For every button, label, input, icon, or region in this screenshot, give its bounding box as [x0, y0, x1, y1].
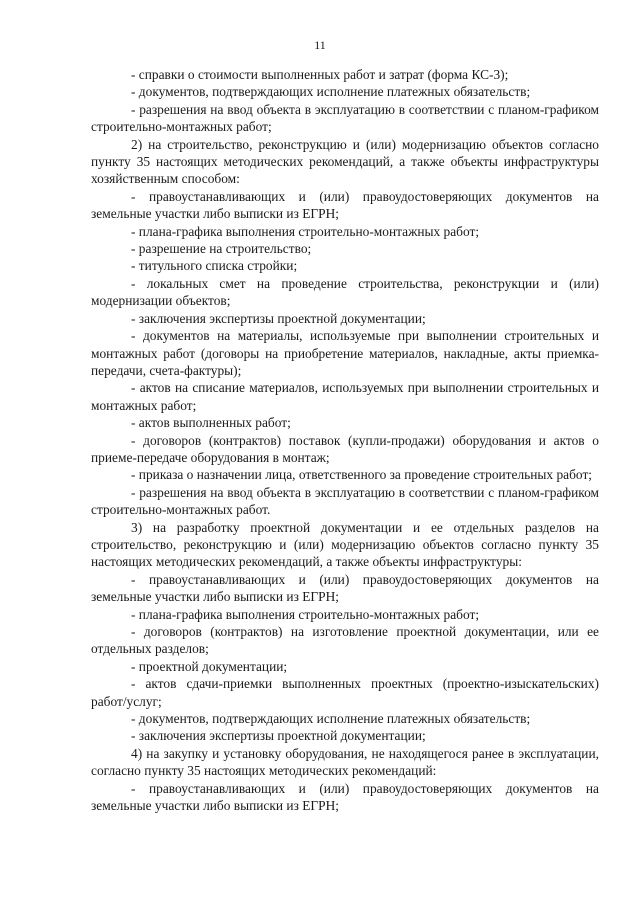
page-number: 11: [314, 38, 326, 52]
paragraph: - разрешения на ввод объекта в эксплуатацию в соответствии с планом-графиком строительно-монтажных работ.: [91, 484, 599, 518]
paragraph: - правоустанавливающих и (или) правоудостоверяющих документов на земельные участки либо выписки из ЕГРН;: [91, 188, 599, 222]
paragraph: 4) на закупку и установку оборудования, не находящегося ранее в эксплуатации, согласно пункту 35 настоящих методических рекомендаций:: [91, 745, 599, 779]
paragraph: - документов на материалы, используемые при выполнении строительных и монтажных работ (договоры на приобретение материалов, накладные, акты приемка-передачи, счета-фактуры);: [91, 328, 599, 378]
paragraph: - заключения экспертизы проектной документации;: [131, 310, 426, 326]
paragraph: - правоустанавливающих и (или) правоудостоверяющих документов на земельные участки либо выписки из ЕГРН;: [91, 571, 599, 605]
paragraph: - справки о стоимости выполненных работ и затрат (форма КС-3);: [131, 67, 509, 82]
paragraph: - разрешение на строительство;: [131, 241, 312, 257]
paragraph: 2) на строительство, реконструкцию и (или) модернизацию объектов согласно пункту 35 настоящих методических рекомендаций, а также объекты инфраструктуры хозяйственным способом:: [91, 136, 599, 187]
paragraph: - проектной документации;: [131, 658, 288, 674]
paragraph: - плана-графика выполнения строительно-монтажных работ;: [131, 223, 480, 239]
paragraph: - правоустанавливающих и (или) правоудостоверяющих документов на земельные участки либо выписки из ЕГРН;: [91, 780, 599, 814]
paragraph: - титульного списка стройки;: [131, 258, 298, 274]
paragraph: - локальных смет на проведение строительства, реконструкции и (или) модернизации объектов;: [91, 275, 599, 309]
paragraph: - документов, подтверждающих исполнение платежных обязательств;: [131, 711, 531, 727]
paragraph: - заключения экспертизы проектной документации;: [131, 728, 426, 744]
paragraph: - актов выполненных работ;: [131, 415, 291, 431]
paragraph: - документов, подтверждающих исполнение платежных обязательств;: [131, 84, 531, 100]
document-body: [91, 66, 599, 814]
paragraph: - плана-графика выполнения строительно-монтажных работ;: [131, 606, 480, 622]
paragraph: - актов сдачи-приемки выполненных проектных (проектно-изыскательских) работ/услуг;: [91, 676, 599, 709]
paragraph: - договоров (контрактов) на изготовление проектной документации, или ее отдельных разделов;: [91, 624, 599, 657]
paragraph: - актов на списание материалов, используемых при выполнении строительных и монтажных работ;: [91, 380, 599, 413]
paragraph: - разрешения на ввод объекта в эксплуатацию в соответствии с планом-графиком строительно-монтажных работ;: [91, 101, 599, 135]
paragraph: 3) на разработку проектной документации и ее отдельных разделов на строительство, реконструкцию и (или) модернизацию объектов согласно пункту 35 настоящих методических рекомендаций, а также объекты инфраструктуры:: [91, 519, 599, 570]
paragraph: - договоров (контрактов) поставок (купли-продажи) оборудования и актов о приеме-передаче оборудования в монтаж;: [91, 432, 599, 465]
paragraph: - приказа о назначении лица, ответственного за проведение строительных работ;: [131, 467, 593, 483]
